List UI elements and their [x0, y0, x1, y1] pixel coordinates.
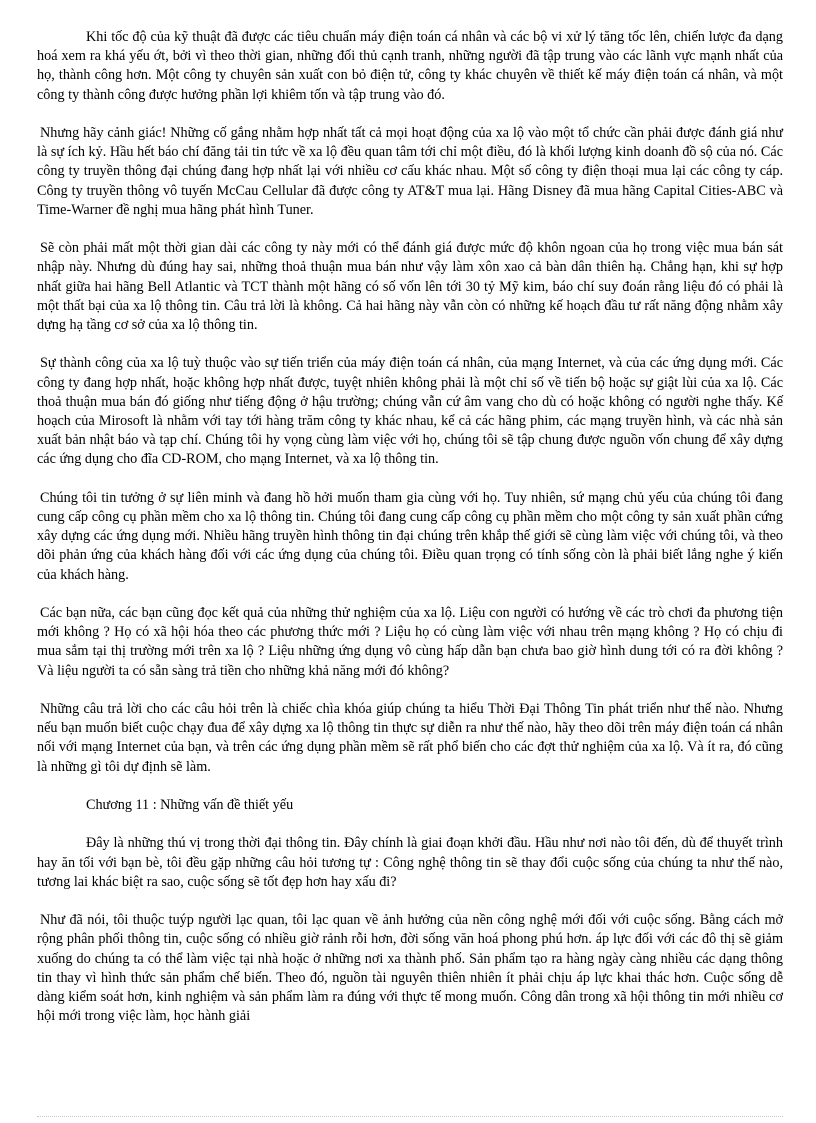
paragraph-7: Những câu trả lời cho các câu hỏi trên là chiếc chìa khóa giúp chúng ta hiểu Thời Đại Thông Tin phát triển như thế nào. Nhưng nếu bạn muốn biết cuộc chạy đua để xây dựng xa lộ thông tin thực sự diễn ra như thế nào, hãy theo dõi trên máy điện toán cá nhân nối với mạng Internet của bạn, và trên các ứng dụng phần mềm sẽ rất phổ biến cho các đợt thử nghiệm của xa lộ. Và ít ra, đó cũng là những gì tôi dự định sẽ làm.	[37, 701, 787, 775]
chapter-heading: Chương 11 : Những vấn đề thiết yếu	[86, 797, 294, 814]
chapter-paragraph-1: Đây là những thú vị trong thời đại thông tin. Đây chính là giai đoạn khởi đầu. Hầu như nơi nào tôi đến, dù để thuyết trình hay ăn tối với bạn bè, tôi đều gặp những câu hỏi tương tự : Công nghệ thông tin sẽ thay đổi cuộc sống của chúng ta như thế nào, tương lai khác biệt ra sao, cuộc sống sẽ tốt đẹp hơn hay xấu đi?	[37, 835, 787, 890]
paragraph-5: Chúng tôi tin tưởng ở sự liên minh và đang hồ hởi muốn tham gia cùng với họ. Tuy nhiên, sứ mạng chủ yếu của chúng tôi đang cung cấp công cụ phần mềm cho xa lộ thông tin. Chúng tôi đang cung cấp công cụ phần mềm cho một công ty sản xuất phần cứng xây dựng các ứng dụng mới. Nhiều hãng truyền hình thông tin đại chúng trên khắp thế giới sẽ cùng làm việc với chúng tôi, và theo dõi phản ứng của khách hàng đối với các ứng dụng của chúng tôi. Điều quan trọng có tính sống còn là phải biết lắng nghe ý kiến của khách hàng.	[37, 489, 787, 583]
paragraph-4: Sự thành công của xa lộ tuỳ thuộc vào sự tiến triển của máy điện toán cá nhân, của mạng Internet, và của các ứng dụng mới. Các công ty đang hợp nhất, hoặc không hợp nhất được, tuyệt nhiên không phải là một chỉ số về tiến bộ hoặc sự giật lùi của xa lộ. Các thoả thuận mua bán đó giống như tiếng động ở hậu trường; chúng vẫn cứ âm vang cho dù có hoặc không có người nghe thấy. Kế hoạch của Mirosoft là nhằm với tay tới hàng trăm công ty khác nhau, kể cả các hãng phim, các mạng truyền hình, và các nhà sản xuất bản nhật báo và tạp chí. Chúng tôi hy vọng cùng làm việc với họ, chúng tôi sẽ tập chung được nguồn vốn chung để xây dựng các ứng dụng cho đĩa CD-ROM, cho mạng Internet, và xa lộ thông tin.	[37, 355, 787, 468]
page-bottom-divider	[37, 1116, 783, 1117]
document-page	[37, 28, 787, 1046]
paragraph-6: Các bạn nữa, các bạn cũng đọc kết quả của những thử nghiệm của xa lộ. Liệu con người có hướng về các trò chơi đa phương tiện mới không ? Họ có xã hội hóa theo các phương thức mới ? Liệu họ có cùng làm việc với nhau trên mạng không ? Họ có chịu đi mua sắm tại thị trường mới trên xa lộ ? Liệu những ứng dụng vô cùng hấp dẫn bạn chưa bao giờ hình dung tới có ra đời không ? Và liệu người ta có sẵn sàng trả tiền cho những khả năng mới đó không?	[37, 605, 787, 679]
paragraph-1: Khi tốc độ của kỹ thuật đã được các tiêu chuẩn máy điện toán cá nhân và các bộ vi xử lý tăng tốc lên, chiến lược đa dạng hoá xem ra khá yếu ớt, bởi vì theo thời gian, những đối thủ cạnh tranh, những người đã tập trung vào các lãnh vực mạnh nhất của họ, thành công hơn. Một công ty chuyên sản xuất con bỏ điện tử, công ty khác chuyên về thiết kế máy điện toán cá nhân, và một công ty thành công được hưởng phần lợi khiêm tốn và tập trung vào đó.	[37, 29, 787, 103]
paragraph-2: Nhưng hãy cảnh giác! Những cố gắng nhằm hợp nhất tất cả mọi hoạt động của xa lộ vào một tổ chức cần phải được đánh giá như là sự ích kỷ. Hầu hết báo chí đăng tải tin tức về xa lộ đều quan tâm tới chỉ một điều, đó là khối lượng kinh doanh đồ sộ của nó. Các công ty truyền thông đại chúng đang hợp nhất lại với nhiều cơ cấu khác nhau. Một số công ty điện thoại mua lại các công ty cáp. Công ty truyền thông vô tuyến McCau Cellular đã được công ty AT&T mua lại. Hãng Disney đã mua hãng Capital Cities-ABC và Time-Warner đề nghị mua hãng phát hình Tuner.	[37, 125, 787, 218]
paragraph-3: Sẽ còn phải mất một thời gian dài các công ty này mới có thể đánh giá được mức độ khôn ngoan của họ trong việc mua bán sát nhập này. Nhưng dù đúng hay sai, những thoả thuận mua bán như vậy làm xôn xao cả bàn dân thiên hạ. Chẳng hạn, khi sự hợp nhất giữa hai hãng Bell Atlantic và TCT thành một hãng có số vốn lên tới 30 tỷ Mỹ kim, báo chí suy đoán rằng liệu đó có phải là một thất bại của xa lộ thông tin. Câu trả lời là không. Cả hai hãng này vẫn còn có những kế hoạch đầu tư rất năng động nhằm xây dựng hạ tầng cơ sở của xa lộ thông tin.	[37, 240, 787, 334]
chapter-paragraph-2: Như đã nói, tôi thuộc tuýp người lạc quan, tôi lạc quan về ảnh hưởng của nền công nghệ mới đối với cuộc sống. Bằng cách mở rộng phân phối thông tin, cuộc sống có nhiều giờ rảnh rỗi hơn, đời sống văn hoá phong phú hơn. áp lực đối với các đô thị sẽ giảm xuống do chúng ta có thể làm việc tại nhà hoặc ở những nơi xa thành phố. Sản phẩm tạo ra hàng ngày càng nhiều các dạng thông tin thay vì hình thức sản phẩm chế biến. Theo đó, nguồn tài nguyên thiên nhiên ít phải chịu áp lực khai thác hơn. Cuộc sống dễ dàng kiểm soát hơn, kinh nghiệm và sản phẩm làm ra đúng với thực tế mong muốn. Công dân trong xã hội thông tin mới nhiều cơ hội mới trong việc làm, học hành giải	[37, 912, 787, 1025]
